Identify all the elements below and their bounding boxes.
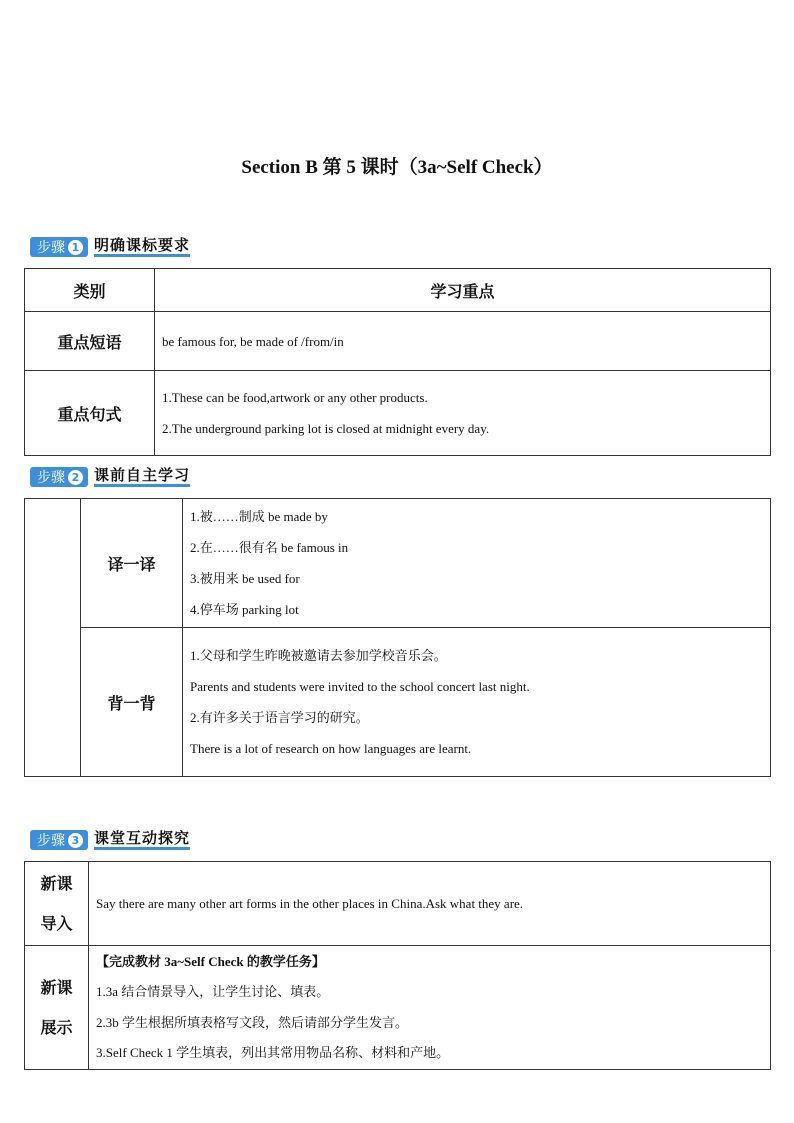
- row-content: [183, 499, 771, 628]
- content-line: 1.被……制成 be made by: [190, 509, 328, 524]
- table-self-study: [24, 498, 771, 777]
- row-label: 背一背: [81, 628, 183, 777]
- row-label: [25, 946, 89, 1070]
- step-label: 明确课标要求: [94, 237, 190, 257]
- step-badge: [30, 237, 88, 257]
- content-line: be famous for, be made of /from/in: [162, 333, 344, 349]
- row-content: [155, 371, 771, 456]
- step-badge-text: 步骤: [37, 240, 65, 256]
- step-badge: [30, 830, 88, 850]
- table-row: [25, 499, 771, 628]
- content-line: 2.The underground parking lot is closed at midnight every day.: [162, 421, 490, 436]
- table-classroom: [24, 861, 771, 1070]
- row-label: 重点短语: [25, 312, 155, 371]
- table-row: [25, 371, 771, 456]
- step-2-heading: [30, 467, 190, 487]
- row-label: 重点句式: [25, 371, 155, 456]
- row-label: [25, 862, 89, 946]
- content-line: 4.停车场 parking lot: [190, 602, 299, 617]
- table-key-points: [24, 268, 771, 456]
- page-title: Section B 第 5 课时（3a~Self Check）: [241, 157, 553, 178]
- content-line: 2.有许多关于语言学习的研究。: [190, 710, 369, 725]
- step-label: 课堂互动探究: [94, 830, 190, 850]
- table-row: [25, 628, 771, 777]
- content-line: 2.在……很有名 be famous in: [190, 540, 349, 555]
- content-line: 2.3b 学生根据所填表格写文段，然后请部分学生发言。: [96, 1014, 409, 1030]
- step-1-heading: [30, 237, 190, 257]
- content-line: Parents and students were invited to the school concert last night.: [190, 679, 530, 694]
- row-label-line: 新课: [40, 873, 73, 893]
- step-number: 1: [68, 240, 83, 255]
- step-3-heading: [30, 830, 190, 850]
- step-label: 课前自主学习: [94, 467, 190, 487]
- step-number: 2: [68, 470, 83, 485]
- row-label-line: 展示: [40, 1017, 73, 1037]
- step-badge: [30, 467, 88, 487]
- step-badge-text: 步骤: [37, 470, 65, 486]
- row-label: 译一译: [81, 499, 183, 628]
- row-label-line: 新课: [40, 977, 73, 997]
- row-content: [155, 312, 771, 371]
- content-line: 1.These can be food,artwork or any other products.: [162, 390, 428, 405]
- content-line: 1.父母和学生昨晚被邀请去参加学校音乐会。: [190, 648, 447, 663]
- table-row: [25, 946, 771, 1070]
- content-line: 1.3a 结合情景导入，让学生讨论、填表。: [96, 984, 330, 999]
- step-badge-text: 步骤: [37, 833, 65, 849]
- row-content: [89, 946, 771, 1070]
- row-label-line: 导入: [40, 913, 73, 933]
- empty-cell: [25, 499, 81, 777]
- row-content: [89, 862, 771, 946]
- table-header-focus: 学习重点: [155, 269, 771, 312]
- row-content: [183, 628, 771, 777]
- content-line: Say there are many other art forms in the other places in China.Ask what they are.: [96, 896, 524, 911]
- content-line: 3.被用来 be used for: [190, 571, 300, 586]
- step-number: 3: [68, 833, 83, 848]
- table-row: [25, 862, 771, 946]
- content-line: 【完成教材 3a~Self Check 的教学任务】: [96, 953, 325, 969]
- content-line: 3.Self Check 1 学生填表，列出其常用物品名称、材料和产地。: [96, 1045, 450, 1060]
- table-row: [25, 312, 771, 371]
- table-header-category: 类别: [25, 269, 155, 312]
- content-line: There is a lot of research on how languages are learnt.: [190, 741, 472, 756]
